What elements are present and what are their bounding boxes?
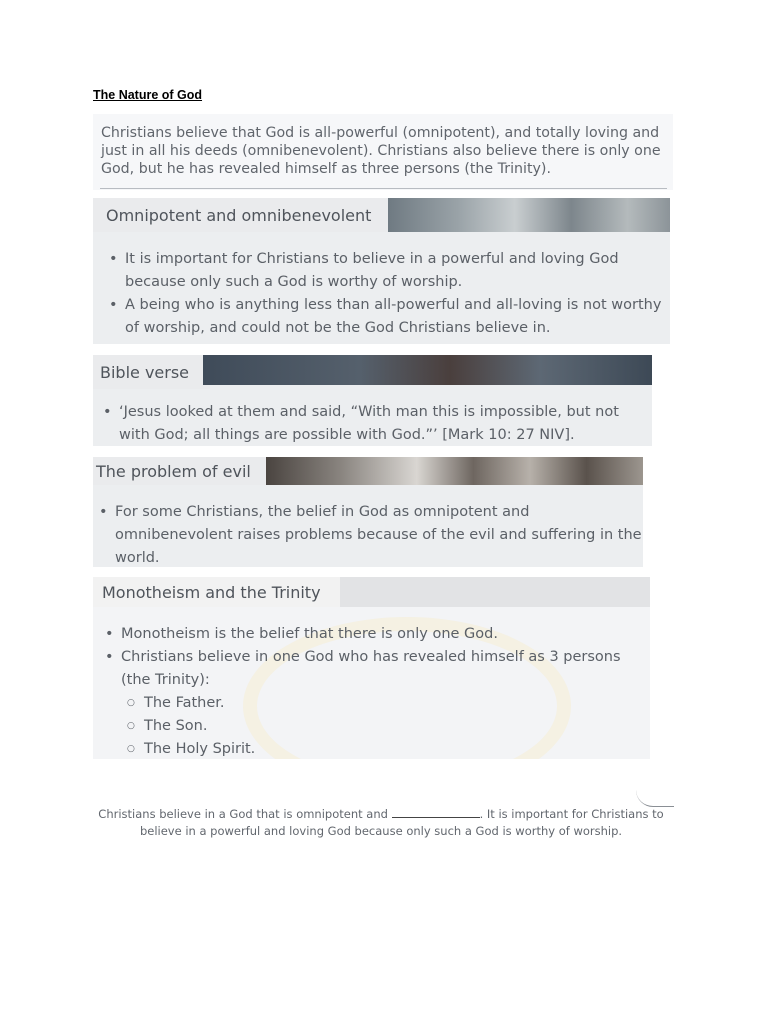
section-heading-box [93, 198, 401, 232]
list-item: • It is important for Christians to believe in a powerful and loving God because only such a God is worthy of worship. [107, 248, 667, 294]
section-heading: Monotheism and the Trinity [102, 582, 321, 602]
bullet-list [103, 623, 648, 759]
section-heading-box [93, 457, 269, 485]
cloze-sentence [96, 806, 666, 840]
list-item: • For some Christians, the belief in God as omnipotent and omnibenevolent raises problems because of the evil and suffering in the world. [97, 501, 642, 567]
section-omnipotent-omnibenevolent [93, 198, 670, 344]
section-heading-box [93, 355, 210, 389]
banner-image [203, 355, 652, 385]
cloze-blank[interactable] [392, 806, 480, 818]
section-heading: Bible verse [100, 362, 190, 382]
section-monotheism-trinity [93, 577, 650, 759]
banner-image [340, 577, 650, 607]
divider [100, 188, 667, 189]
section-heading-box [93, 577, 349, 607]
sub-list-item: ○ The Son. [127, 715, 650, 738]
bullet-list [101, 401, 649, 446]
cloze-text-after: . It is important for Christians to believe in a powerful and loving God because only such a God is worthy of worship. [139, 807, 664, 838]
bullet-list [107, 248, 667, 340]
section-heading: The problem of evil [96, 461, 251, 481]
sub-list [103, 692, 650, 759]
list-item: • ‘Jesus looked at them and said, “With man this is impossible, but not with God; all things are possible with God.”’ [Mark 10: 27 NIV]. [101, 401, 649, 446]
sub-list-item: ○ The Father. [127, 692, 650, 715]
section-problem-of-evil [93, 457, 643, 567]
sub-list-item: ○ The Holy Spirit. [127, 738, 650, 759]
list-item: • A being who is anything less than all-powerful and all-loving is not worthy of worship, and could not be the God Christians believe in. [107, 294, 667, 340]
intro-box [93, 114, 673, 190]
document-title: The Nature of God [93, 88, 203, 102]
cloze-text-before: Christians believe in a God that is omnipotent and [98, 807, 392, 821]
banner-image [388, 198, 670, 232]
list-item: • Monotheism is the belief that there is only one God. [103, 623, 648, 646]
bullet-list [97, 501, 642, 567]
list-item: • Christians believe in one God who has revealed himself as 3 persons (the Trinity): [103, 646, 648, 692]
section-heading: Omnipotent and omnibenevolent [106, 205, 372, 225]
banner-image [266, 457, 643, 485]
decorative-curve [636, 790, 674, 807]
intro-text: Christians believe that God is all-powerful (omnipotent), and totally loving and just in all his deeds (omnibenevolent). Christians also believe there is only one God, but he has revealed himself as three persons (the Trinity). [101, 125, 661, 177]
section-bible-verse [93, 355, 652, 446]
